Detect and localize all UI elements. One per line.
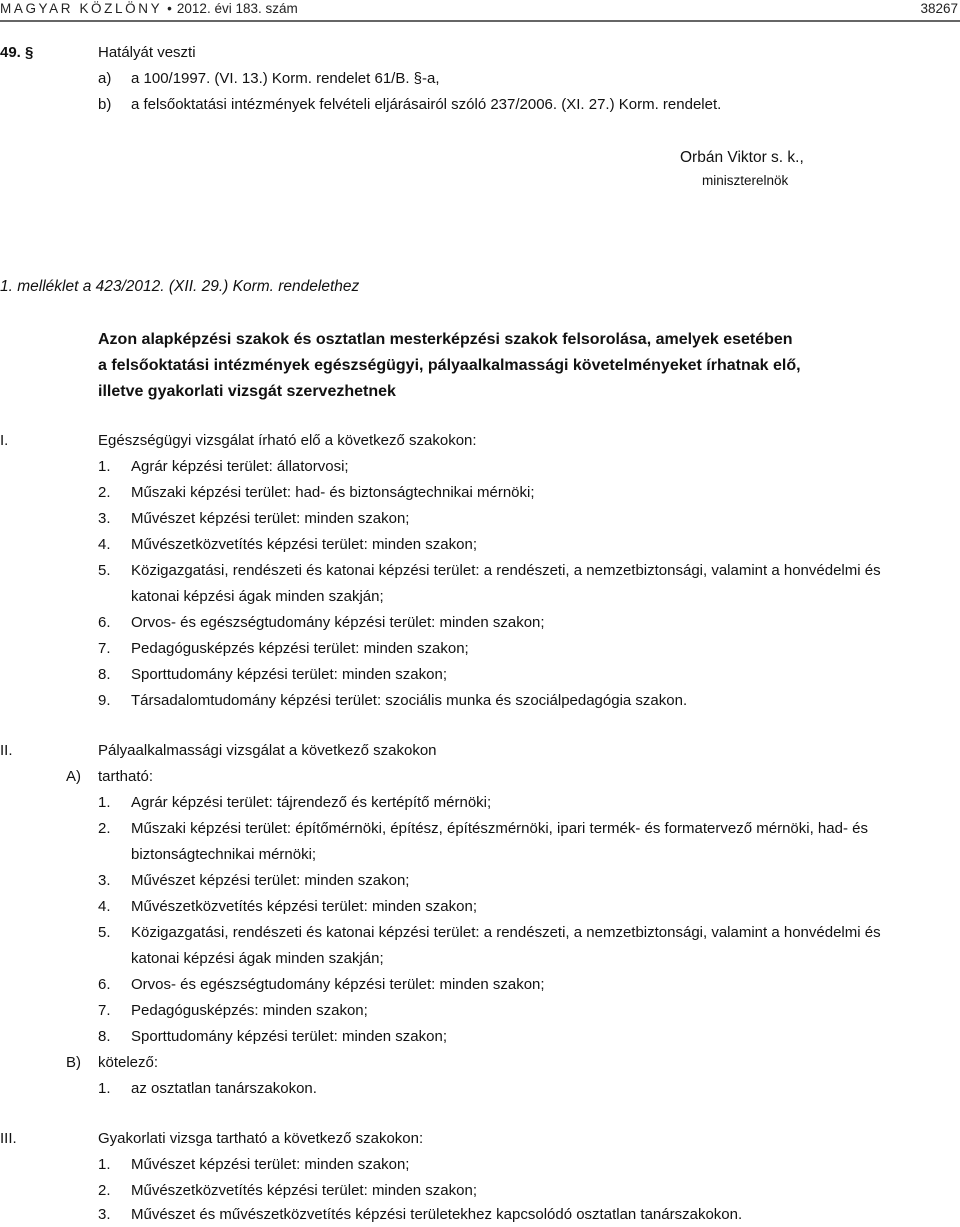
annex-title-line: Azon alapképzési szakok és osztatlan mesterképzési szakok felsorolása, amelyek esetében	[98, 331, 793, 348]
list-item: Művészetközvetítés képzési terület: minden szakon;	[131, 1182, 477, 1199]
list-item-number: 4.	[98, 536, 111, 553]
header-bullet: •	[167, 1, 172, 16]
subsection-label: kötelező:	[98, 1054, 159, 1071]
list-item-number: 1.	[98, 458, 111, 475]
part-numeral: III.	[0, 1130, 17, 1147]
list-item-number: 5.	[98, 924, 111, 941]
list-item-number: 1.	[98, 794, 111, 811]
list-item: Orvos- és egészségtudomány képzési terület: minden szakon;	[131, 614, 545, 631]
list-item-number: 9.	[98, 692, 111, 709]
list-item: Pedagógusképzés képzési terület: minden szakon;	[131, 640, 469, 657]
list-item: Művészet képzési terület: minden szakon;	[131, 510, 410, 527]
list-item-number: 6.	[98, 614, 111, 631]
list-item-number: 3.	[98, 872, 111, 889]
issue-label: 2012. évi 183. szám	[176, 1, 298, 16]
annex-title-line: illetve gyakorlati vizsgát szervezhetnek	[98, 383, 396, 400]
list-item: Művészet képzési terület: minden szakon;	[131, 1156, 410, 1173]
list-item-number: 7.	[98, 640, 111, 657]
list-item: Művészetközvetítés képzési terület: minden szakon;	[131, 898, 477, 915]
list-item-number: 2.	[98, 484, 111, 501]
running-header	[0, 0, 960, 18]
journal-title: MAGYAR KÖZLÖNY • 2012. évi 183. szám	[0, 1, 298, 16]
list-item: Agrár képzési terület: tájrendező és kertépítő mérnöki;	[131, 794, 492, 811]
list-item-continuation: biztonságtechnikai mérnöki;	[131, 846, 317, 863]
list-item-number: 3.	[98, 1206, 111, 1223]
list-item-number: 1.	[98, 1080, 111, 1097]
signature-title: miniszterelnök	[702, 173, 789, 188]
part-numeral: II.	[0, 742, 13, 759]
list-item: Társadalomtudomány képzési terület: szociális munka és szociálpedagógia szakon.	[131, 692, 688, 709]
list-item: Művészetközvetítés képzési terület: minden szakon;	[131, 536, 477, 553]
list-item: Orvos- és egészségtudomány képzési terület: minden szakon;	[131, 976, 545, 993]
list-item: Műszaki képzési terület: építőmérnöki, építész, építészmérnöki, ipari termék- és formatervező mérnöki, had- és	[131, 820, 868, 837]
part-heading: Gyakorlati vizsga tartható a következő szakokon:	[98, 1130, 424, 1147]
section-item-marker: a)	[98, 70, 112, 87]
list-item: az osztatlan tanárszakokon.	[131, 1080, 317, 1097]
list-item-number: 4.	[98, 898, 111, 915]
list-item-continuation: katonai képzési ágak minden szakján;	[131, 950, 384, 967]
page-number: 38267	[920, 1, 958, 16]
list-item-number: 8.	[98, 666, 111, 683]
part-numeral: I.	[0, 432, 9, 449]
list-item: Művészet és művészetközvetítés képzési területekhez kapcsolódó osztatlan tanárszakokon.	[131, 1206, 743, 1223]
subsection-marker: B)	[66, 1054, 81, 1071]
section-number: 49. §	[0, 44, 34, 61]
list-item: Agrár képzési terület: állatorvosi;	[131, 458, 349, 475]
list-item: Közigazgatási, rendészeti és katonai képzési terület: a rendészeti, a nemzetbiztonsági, valamint a honvédelmi és	[131, 924, 881, 941]
list-item-number: 5.	[98, 562, 111, 579]
subsection-label: tartható:	[98, 768, 154, 785]
list-item-number: 2.	[98, 820, 111, 837]
list-item-number: 6.	[98, 976, 111, 993]
part-heading: Pályaalkalmassági vizsgálat a következő szakokon	[98, 742, 437, 759]
subsection-marker: A)	[66, 768, 81, 785]
list-item: Műszaki képzési terület: had- és biztonságtechnikai mérnöki;	[131, 484, 535, 501]
list-item-number: 1.	[98, 1156, 111, 1173]
section-item-text: a felsőoktatási intézmények felvételi eljárásairól szóló 237/2006. (XI. 27.) Korm. rendelet.	[131, 96, 722, 113]
list-item: Közigazgatási, rendészeti és katonai képzési terület: a rendészeti, a nemzetbiztonsági, valamint a honvédelmi és	[131, 562, 881, 579]
list-item: Pedagógusképzés: minden szakon;	[131, 1002, 368, 1019]
list-item-continuation: katonai képzési ágak minden szakján;	[131, 588, 384, 605]
list-item: Sporttudomány képzési terület: minden szakon;	[131, 1028, 448, 1045]
section-intro: Hatályát veszti	[98, 44, 196, 61]
list-item-number: 8.	[98, 1028, 111, 1045]
list-item: Művészet képzési terület: minden szakon;	[131, 872, 410, 889]
section-item-marker: b)	[98, 96, 112, 113]
annex-heading: 1. melléklet a 423/2012. (XII. 29.) Korm. rendelethez	[0, 278, 360, 295]
annex-title-line: a felsőoktatási intézmények egészségügyi, pályaalkalmassági követelményeket írhatnak elő,	[98, 357, 801, 374]
list-item-number: 3.	[98, 510, 111, 527]
list-item-number: 7.	[98, 1002, 111, 1019]
list-item-number: 2.	[98, 1182, 111, 1199]
list-item: Sporttudomány képzési terület: minden szakon;	[131, 666, 448, 683]
header-divider	[0, 20, 960, 22]
part-heading: Egészségügyi vizsgálat írható elő a következő szakokon:	[98, 432, 477, 449]
signature-name: Orbán Viktor s. k.,	[680, 149, 804, 166]
section-item-text: a 100/1997. (VI. 13.) Korm. rendelet 61/B. §-a,	[131, 70, 440, 87]
